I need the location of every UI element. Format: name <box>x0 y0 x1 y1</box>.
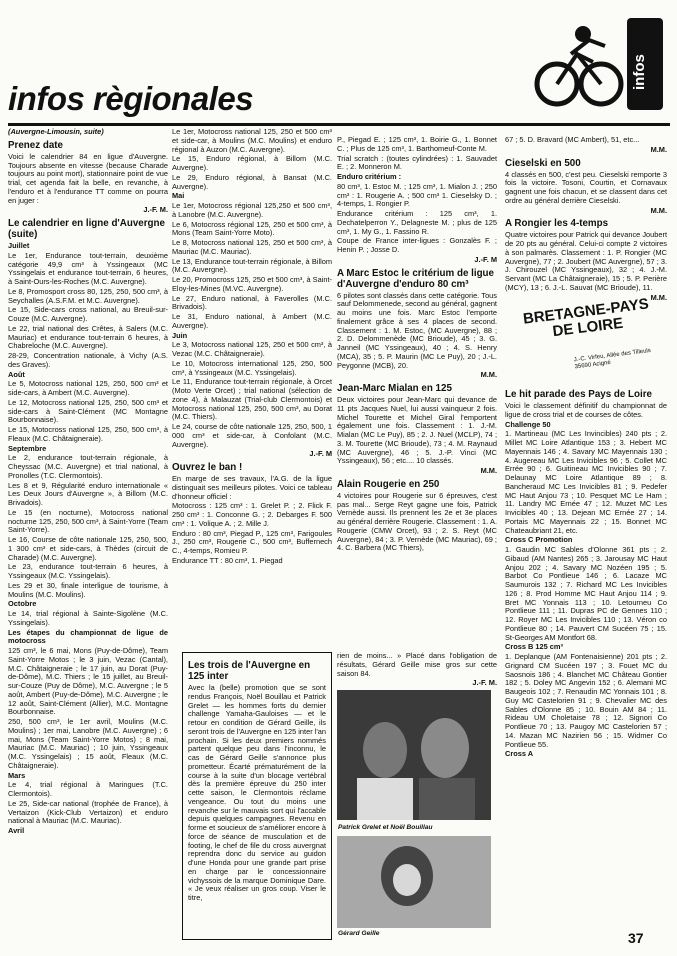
bretagne-address: J.-C. Virfeu, Allée des Tilleuls 35690 Acigné <box>573 347 652 371</box>
list-item: Le 24, course de côte nationale 125, 250, 500, 1 000 cm³ et side-car, à Confolant (M.C. Auvergne). <box>172 422 332 449</box>
rider-portrait-icon <box>337 836 491 928</box>
photo-geille <box>337 836 491 928</box>
honor-list-cont <box>337 136 497 255</box>
list-item: 1. Deplanque (AM Fontenaisienne) 201 pts ; 2. Grignard CM Sucéen 197 ; 3. Fouet MC du Saosnois 186 ; 4. Blanchet MC Château Gontier 182 ; 5. Doley MC Angevin 152 ; 6. Alemani MC Baugeois 102 ; 7. Renaudin MC Yonnais 101 ; 8. Guy MC Castelorien 91 ; 9. Chevalier MC des Sables d'Olonne 85 ; 10. Bouin AM 84 ; 11. Rideau UM Choletaise 78 ; 12. Signori Co Pontlieue 70 ; 13. Paugoy MC Castelorien 57 ; 14. Mazan MC Nazirien 56 ; 15. Widmer Co Pontlieue 55. <box>505 652 667 749</box>
photo-grelet-bouillau <box>337 690 491 820</box>
photo-caption-2: Gérard Geille <box>338 930 380 937</box>
paragraph: Quatre victoires pour Patrick qui devance Joubert de 20 pts au général. Celui-ci compte 2 victoires à son palmarès. Classement : 1. P. Rongier (MC Auvergne), 77 ; 2. Joubert (MC Auvergne), 57 ; 3. J. Chirouzel (MC Yssingeaux), 32 ; 4. J.-M. Servant (MC La Châtaigneraie), 15 ; 5. P. Perière (MCY), 13 ; 6. J.-L. Sauvat (MC Brioude), 11. <box>505 230 667 292</box>
list-item: Le 11, Endurance tout-terrain régionale, à Orcet (Moto Verte Orcet) ; trial national (sélection de zone 4), à Malauzat (Trial-club Clermontois) et Motocross national 125, 250, 500 cm³, au Dorat (M.C. Thiers). <box>172 377 332 422</box>
list-item: Cross A <box>505 749 534 759</box>
list-item: Les étapes du championnat de ligue de motocross <box>8 627 168 646</box>
list-item: Le 8, Motocross national 125, 250 et 500 cm³, à Mauriac (M.C. Mauriac). <box>172 238 332 256</box>
paragraph: rien de moins... » Placé dans l'obligation de résultats, Gérard Geille mise gros sur cette saison 84. <box>337 651 497 678</box>
list-item: 80 cm³, 1. Estoc M. ; 125 cm³, 1. Mialon J. ; 250 cm³ : 1. Rougerie A. ; 500 cm³ 1. Cieselsky D. ; 4-temps, 1. Rongier P. <box>337 181 497 209</box>
signature: J.-F. M <box>309 449 332 459</box>
list-item: Avril <box>8 826 25 835</box>
list-item: Le 5, Motocross national 125, 250, 500 cm³ et side-cars, à Ambert (M.C. Auvergne). <box>8 379 168 397</box>
heading-rongier: A Rongier les 4-temps <box>505 218 609 230</box>
list-item: Le 15, Motocross national 125, 250, 500 cm³, à Fleaux (M.C. Châtaigneraie). <box>8 425 168 443</box>
list-item: Mai <box>172 191 185 201</box>
paragraph: Voici le classement définitif du championnat de ligue de cross trial et de courses de côtes. <box>505 401 667 419</box>
list-item: Enduro critérium : <box>337 172 402 181</box>
list-item: 125 cm³, le 6 mai, Mons (Puy-de-Dôme), Team Saint-Yorre Motos ; le 3 juin, Vezac (Cantal), M.C. Châtaigneraie ; le 17 juin, au Dorat (Puy-de-Dôme), M.C. Thiers ; le 15 juillet, au Breuil-sur-Couze (Puy de Dôme), M.C. Auvergne ; le 5 août, Ambert (Puy-de-Dôme), M.C. Auvergne ; le 12 août, Saint-Clément (Allier), M.C. Montagne Bourbonnaise. <box>8 646 168 717</box>
list-item: Coupe de France inter-ligues : Gonzalès F. ; Henin P. ; Josse D. <box>337 236 497 254</box>
list-item: Juillet <box>8 241 30 250</box>
list-item: Le 3, Motocross national 125, 250 et 500 cm³, à Vezac (M.C. Châtaigneraie). <box>172 340 332 358</box>
title-rule <box>8 123 670 126</box>
bretagne-label <box>512 295 662 378</box>
honor-list <box>172 502 332 565</box>
list-item: Août <box>8 369 25 379</box>
list-item: Endurance critérium : 125 cm³, 1. Dechatelperron Y., Delagneste M. ; plus de 125 cm³, 1. My G., 1. Fassino R. <box>337 209 497 236</box>
list-item: Le 29, Enduro régional, à Bansat (M.C. Auvergne). <box>172 172 332 191</box>
list-item: Le 6, Motocross régional 125, 250 et 500 cm³, à Mons (Team Saint-Yorre Moto). <box>172 219 332 238</box>
signature: M.M. <box>650 292 667 302</box>
region-label: (Auvergne-Limousin, suite) <box>8 127 104 136</box>
paragraph: 6 pilotes sont classés dans cette catégorie. Tous sauf Delommenede, second au général, gagnent au moins une fois. Marc Estoc l'emporte finalement grâce à ses 4 places de second. Classement : 1. M. Estoc, (MC Auvergne), 88 ; 2. D. Delommenède (MC Brioude), 45 ; 3. G. Janneil (MC Yssingeaux), 40 ; 4. S. Henry (MCA), 35 ; 5. P. Maurin (MC Le Puy), 20 ; J.-L. Peygonne (MCB), 20. <box>337 290 497 370</box>
list-item: 250, 500 cm³, le 1er avril, Moulins (M.C. Moulins) ; 1er mai, Lanobre (M.C. Auvergne) ; 6 mai, Mons (Team Saint-Yorre Motos) ; 8 mai, Mauriac (M.C. Mauriac) ; 10 juin, Yssingeaux (M.C. Yssingelais) ; 15 août, Fleaux (M.C. Châtaigneraie). <box>8 717 168 770</box>
list-item: Le 20, Promocross 125, 250 et 500 cm³, à Saint-Eloy-les-Mines (M.VC. Auvergne). <box>172 275 332 293</box>
list-item: Le 27, Enduro national, à Faverolles (M.C. Brivadois). <box>172 293 332 312</box>
list-item: Juin <box>172 330 188 340</box>
list-item: Le 8, Promosport cross 80, 125, 250, 500 cm³, à Seychalles (A.S.F.M. et M.C. Auvergne). <box>8 286 168 305</box>
list-item: Le 14, trial régional à Sainte-Sigolène (M.C. Yssingelais). <box>8 609 168 627</box>
riders-photo-icon <box>337 690 491 820</box>
heading-marc-estoc: A Marc Estoc le critérium de ligue d'Auvergne d'enduro 80 cm³ <box>337 267 494 290</box>
column-3 <box>337 136 497 636</box>
list-item: Les 8 et 9, Régularité enduro internationale « Les Deux Jours d'Auvergne », à Billom (M.C. Brivadois). <box>8 480 168 507</box>
photo-caption-1: Patrick Grelet et Noël Bouillau <box>338 824 433 831</box>
column-1 <box>8 128 168 928</box>
heading-mialan: Jean-Marc Mialan en 125 <box>337 383 452 394</box>
paragraph: 4 classés en 500, c'est peu. Cieselski remporte 3 fois la victoire. Tosoni, Courtin, et Cornavaux gagnent une fois chacun, et se classent dans cet ordre au général derrière Cieselski. <box>505 169 667 205</box>
paragraph: Voici le calendrier 84 en ligue d'Auvergne. Toujours absente en vitesse (because Charade toujours au point mort), stationnaire point de vue trial, cet agenda fait la belle, en revanche, à l'enduro et à l'endurance TT comme on pourra en juger : <box>8 151 168 205</box>
list-item: Les 29 et 30, finale interligue de tourisme, à Moulins (M.C. Moulins). <box>8 580 168 599</box>
paragraph: 4 victoires pour Rougerie sur 6 épreuves, c'est pas mal... Serge Reyt gagne une fois, Patrick Vernède aussi. Ils prennent les 2e et 3e places au général derrière Rougerie. Classement : 1. A. Rougerie (CMW Orcet), 93 ; 2. S. Reyt (MC Auvergne), 84 ; 3. P. Vernède (MC Mauriac), 69 ; 4. C. Barbera (MC Thiers), <box>337 490 497 553</box>
paragraph: 67 ; 5. D. Bravard (MC Ambert), 51, etc... <box>505 135 640 144</box>
list-item: Le 13, Endurance tout-terrain régionale, à Billom (M.C. Auvergne). <box>172 256 332 275</box>
list-item: Le 1er, Motocross régional 125,250 et 500 cm³, à Lanobre (M.C. Auvergne). <box>172 201 332 219</box>
list-item: Le 2, endurance tout-terrain régionale, à Cheyssac (M.C. Auvergne) et trial national, à Pronolles (T.C. Clermontois). <box>8 453 168 480</box>
list-item: 1. Martineau (MC Les Invincibles) 240 pts ; 2. Millet MC Loire Atlantique 153 ; 3. Hebert MC Mayennais 146 ; 4. Savary MC Mayennais 130 ; 4. Augereau MC Les Invicibles 96 ; 5. Collet MC Errée 90 ; 6. Guitineau MC Invicibles 90 ; 7. Delaunay MC Loire Atlantique 89 ; 8. Bancheraud MC Les Invicibles 81 ; 9. Pedefer MC Haut Anjou 73 ; 10. Pesquet MC Le Ham ; 11. Landry MC Ernée 47 ; 12. Muzet MC Les Invicibles 40 ; 13. Dejean MC Ernée 27 ; 14. Portais MC Mayennais 22 ; 15. Bonnet MC Chateaubriant 21, etc. <box>505 429 667 535</box>
list-item: Le 12, Motocross national 125, 250, 500 cm³ et side-cars à Saint-Clément (MC Montagne Bourbonnaise). <box>8 397 168 425</box>
list-item: 28-29, Concentration nationale, à Vichy (A.S. des Graves). <box>8 351 168 369</box>
list-item: 1. Gaudin MC Sables d'Olonne 361 pts ; 2. Gibaud (AM Nantes) 265 ; 3. Jarousay MC Haut Anjou 202 ; 4. Savary MC Nozéen 195 ; 5. Barbot Co Pontlieue 146 ; 6. Lacaze MC Saumurois 132 ; 7. Richard MC Les Invicibles 126 ; 8. Prod Homme MC Haut Anjou 114 ; 9. Bret MC Yonnais 113 ; 10. Letourneu Co Pontlieue 111 ; 11. Dupras PC de Gennes 110 ; 12. Royer MC Les Invicibles 110 ; 13. Véron co Pontlieue 80 ; 14. Pauvert CM Sucéen 75 ; 15. St-Georges AM Montfort 68. <box>505 545 667 642</box>
list-item: Endurance TT : 80 cm³, 1. Piegad <box>172 555 283 565</box>
list-item: Le 15, Enduro régional, à Billom (M.C. Auvergne). <box>172 154 332 172</box>
list-item: Le 10, Motocross international 125, 250, 500 cm³, à Yssingeaux (M.C. Yssingelais). <box>172 358 332 377</box>
list-item: Enduro : 80 cm³, Piegad P., 125 cm³, Farigoules J., 250 cm³, Rougerie C., 500 cm³, Buffernech C., 4-temps, Romieu P. <box>172 528 332 555</box>
signature: J.-F. M. <box>143 205 168 215</box>
calendar-list-2 <box>172 128 332 449</box>
list-item: Le 22, trial national des Crêtes, à Salers (M.C. Mauriac) et endurance tout-terrain 6 heures, à Chabreloche (M.C. Auvergne). <box>8 323 168 351</box>
paragraph: En marge de ses travaux, l'A.G. de la ligue distinguait ses meilleurs pilotes. Voici ce tableau d'honneur officiel : <box>172 474 332 501</box>
column-4-bottom <box>505 386 667 926</box>
trois-auvergne-box <box>182 652 332 940</box>
signature: M.M. <box>480 370 497 380</box>
list-item: Le 16, Course de côte nationale 125, 250, 500, 1 300 cm³ et side-cars, à Thèdes (circuit de Charade) (M.C. Auvergne). <box>8 535 168 562</box>
logo-text: infos <box>631 54 648 90</box>
signature: M.M. <box>480 466 497 475</box>
page-title: infos règionales <box>8 80 254 117</box>
infos-logo <box>519 10 667 118</box>
signature: J.-F. M. <box>472 678 497 688</box>
signature: M.M. <box>650 144 667 154</box>
heading-prenez-date: Prenez date <box>8 139 63 151</box>
list-item: Cross B 125 cm³ <box>505 642 563 652</box>
heading-calendrier: Le calendrier en ligne d'Auvergne (suite) <box>8 218 165 240</box>
list-item: P., Piegad E. ; 125 cm³, 1. Boirie G., 1. Bonnet C. ; Plus de 125 cm³, 1. Barthomeuf-Conte M. <box>337 135 497 153</box>
rankings-list <box>505 421 667 760</box>
list-item: Le 25, Side-car national (trophée de France), à Vertaizon (Kick-Club Vertaizon) et enduro national à Mauriac (M.C. Mauriac). <box>8 798 168 826</box>
signature: J.-F. M <box>474 254 497 264</box>
list-item: Trial scratch : (toutes cylindrées) : 1. Sauvadet E. ; 2. Monneron M. <box>337 153 497 172</box>
heading-trois-auvergne: Les trois de l'Auvergne en 125 inter <box>188 660 311 682</box>
heading-ouvrez-le-ban: Ouvrez le ban ! <box>172 462 243 473</box>
list-item: Le 23, endurance tout-terrain 6 heures, à Yssingeaux (M.C. Yssingelais). <box>8 562 168 580</box>
list-item: Le 1er, Endurance tout-terrain, deuxième catégorie 49,9 cm³ à Yssingeaux (MC Yssingelais et endurance tout-terrain, 6 heures, à Saint-Ours-les-Roches (M.C. Auvergne). <box>8 250 168 286</box>
bretagne-title: BRETAGNE-PAYS DE LOIRE <box>522 295 650 341</box>
list-item: Le 15, Side-cars cross national, au Breuil-sur-Couze (M.C. Auvergne). <box>8 305 168 323</box>
heading-rougerie: Alain Rougerie en 250 <box>337 478 440 490</box>
list-item: Septembre <box>8 443 47 453</box>
paragraph: Avec la (belle) promotion que se sont rendus François, Noël Bouillau et Patrick Grelet — les hommes forts du dernier challenge Yamaha-Gauloises — et le retour en condition de Gérard Geille, ils seront trois de l'Auvergne en 125 inter l'an prochain. Si les deux premiers nommés partent quelque peu dans l'inconnu, le cas de Gérard Geille s'annonce plus prometteur. Écarté prématurément de la course à la suite d'un blocage vertébral dès la première épreuve du 250 inter cette saison, le Clermontois réclame vengeance. Ou tout du moins une revanche sur le mauvais sort qui l'accable depuis quelques campagnes. Revenu en forme et soucieux de s'améliorer encore à force de séance de musculation et de footing, le chef de file du cross auvergnat reprendra donc du service au guidon d'une Honda pour une grande part prise en charge par le concessionnaire vichyssois de la marque Dominique Dare. « Je veux réaliser un gros coup. Viser le titre, <box>188 683 326 902</box>
list-item: Le 1er, Motocross national 125, 250 et 500 cm³ et side-car, à Moulins (M.C. Moulins) et enduro régional à Auzon (M.C. Auvergne). <box>172 127 332 154</box>
column-4-top <box>505 135 667 302</box>
list-item: Mars <box>8 770 26 780</box>
list-item: Motocross : 125 cm³ : 1. Grelet P. ; 2. Flick F. 250 cm³ : 1. Conconne G. ; 2. Debarges F. 500 cm³ : 1. Volique A. ; 2. Mille J. <box>172 501 332 528</box>
list-item: Le 4, trial régional à Maringues (T.C. Clermontois). <box>8 780 168 798</box>
list-item: Octobre <box>8 599 37 609</box>
list-item: Le 31, Enduro national, à Ambert (M.C. Auvergne). <box>172 312 332 330</box>
column-2 <box>172 128 332 648</box>
paragraph: Deux victoires pour Jean-Marc qui devance de 11 pts Jacques Nuel, lui aussi vainqueur 2 fois. Michel Tourette et Michel Giral l'emportent également une fois. Classement : 1. J.-M. Mialan (MC Le Puy), 85 ; 2. J. Nuel (MCLP), 74 ; 3. M. Tourette (MC Brioude), 73 ; 4. M. Raynaud (MC Auvergne), 46 ; 5. J.-P. Vinci (MC Yssingeaux), 56 ; etc.... 10 classés. <box>337 395 497 466</box>
list-item: Le 15 (en nocturne), Motocross national nocturne 125, 250, 500 cm³, à Saint-Yorre (Team Saint-Yorre). <box>8 507 168 535</box>
list-item: Challenge 50 <box>505 419 551 429</box>
signature: M.M. <box>650 205 667 215</box>
heading-cieselski: Cieselski en 500 <box>505 157 581 169</box>
calendar-list <box>8 242 168 836</box>
heading-hit-parade: Le hit parade des Pays de Loire <box>505 389 653 400</box>
list-item: Cross C Promotion <box>505 535 573 545</box>
page-number: 37 <box>628 930 644 946</box>
